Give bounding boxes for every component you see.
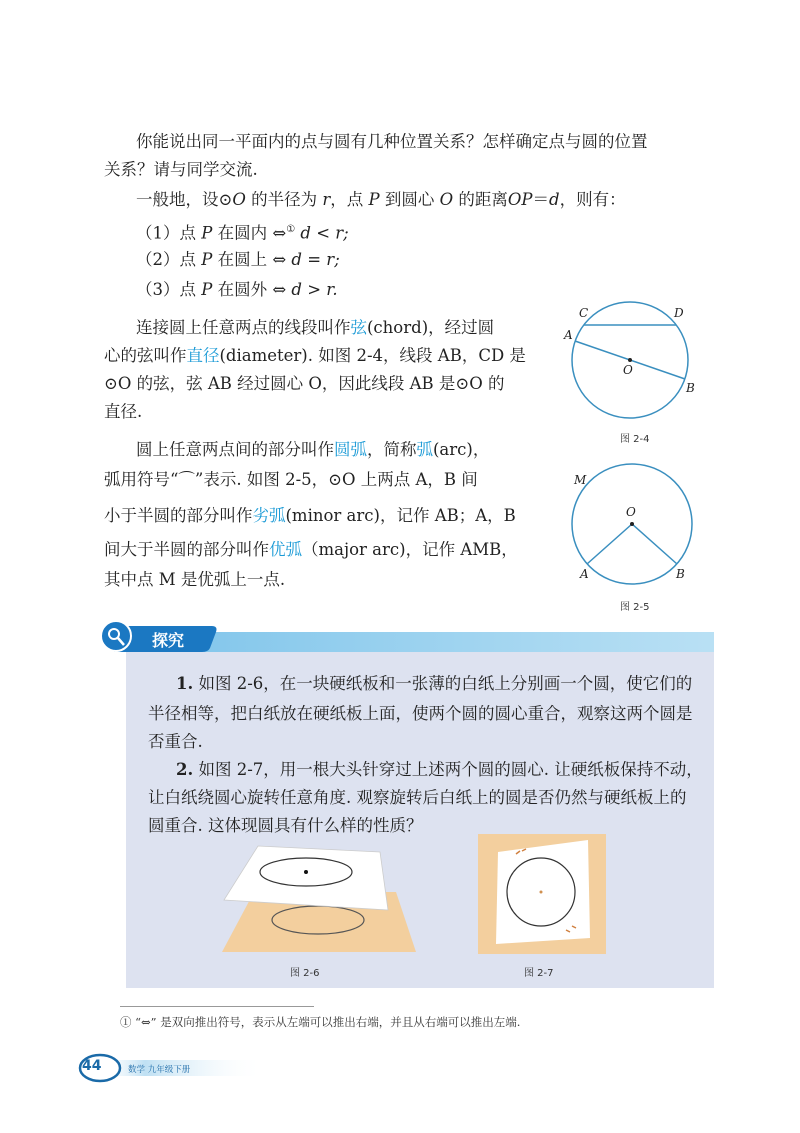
book-title: 数学 九年级下册 bbox=[128, 1065, 191, 1075]
figure-2-7 bbox=[478, 834, 606, 954]
footnote-divider bbox=[120, 1006, 314, 1007]
case-1: （1）点 P 在圆内 ⇔① d < r; bbox=[136, 223, 349, 243]
explore-q1-line-3: 否重合. bbox=[148, 732, 203, 751]
page-number: 44 bbox=[82, 1058, 102, 1074]
explore-q2-line-1: 2. 如图 2-7，用一根大头针穿过上述两个圆的圆心. 让硬纸板保持不动， bbox=[176, 760, 703, 779]
chord-line-2: 心的弦叫作直径(diameter). 如图 2-4，线段 AB，CD 是 bbox=[104, 346, 526, 365]
label-o: O bbox=[626, 505, 636, 519]
arc-line-1: 圆上任意两点间的部分叫作圆弧，简称弧(arc)， bbox=[136, 440, 490, 459]
label-b: B bbox=[686, 381, 695, 395]
explore-title: 探究 bbox=[152, 631, 185, 650]
footnote: ① “⇔” 是双向推出符号，表示从左端可以推出右端，并且从右端可以推出左端. bbox=[120, 1015, 521, 1029]
explore-q1-line-1: 1. 如图 2-6，在一块硬纸板和一张薄的白纸上分别画一个圆，使它们的 bbox=[176, 674, 693, 693]
case-3: （3）点 P 在圆外 ⇔ d > r. bbox=[136, 280, 338, 299]
label-b: B bbox=[676, 567, 685, 581]
chord-line-3: ⊙O 的弦，弦 AB 经过圆心 O，因此线段 AB 是⊙O 的 bbox=[104, 374, 505, 393]
label-d: D bbox=[674, 306, 684, 320]
figure-2-4-caption: 图 2-4 bbox=[620, 434, 650, 445]
label-a: A bbox=[580, 567, 589, 581]
case-2: （2）点 P 在圆上 ⇔ d = r; bbox=[136, 250, 340, 269]
label-c: C bbox=[579, 306, 589, 320]
chord-line-4: 直径. bbox=[104, 402, 143, 421]
figure-2-4 bbox=[560, 296, 710, 426]
arc-line-5: 其中点 M 是优弧上一点. bbox=[104, 570, 286, 589]
intro-line-3: 一般地，设⊙O 的半径为 r，点 P 到圆心 O 的距离OP＝d，则有： bbox=[136, 190, 626, 209]
figure-2-6 bbox=[214, 838, 426, 956]
explore-q1-line-2: 半径相等，把白纸放在硬纸板上面，使两个圆的圆心重合，观察这两个圆是 bbox=[148, 704, 693, 723]
label-a: A bbox=[564, 328, 573, 342]
explore-header bbox=[94, 618, 714, 652]
explore-q2-line-3: 圆重合. 这体现圆具有什么样的性质？ bbox=[148, 816, 423, 835]
arc-line-4: 间大于半圆的部分叫作优弧（major arc)，记作 AMB， bbox=[104, 540, 518, 559]
label-m: M bbox=[574, 473, 587, 487]
explore-q2-line-2: 让白纸绕圆心旋转任意角度. 观察旋转后白纸上的圆是否仍然与硬纸板上的 bbox=[148, 788, 687, 807]
label-o: O bbox=[623, 363, 633, 377]
figure-2-5-caption: 图 2-5 bbox=[620, 602, 650, 613]
intro-line-1: 你能说出同一平面内的点与圆有几种位置关系？怎样确定点与圆的位置 bbox=[136, 132, 648, 151]
figure-2-5 bbox=[560, 456, 710, 591]
arc-line-2: 弧用符号“⌒”表示. 如图 2-5，⊙O 上两点 A，B 间 bbox=[104, 470, 478, 489]
chord-line-1: 连接圆上任意两点的线段叫作弦(chord)，经过圆 bbox=[136, 318, 495, 337]
intro-line-2: 关系？请与同学交流. bbox=[104, 160, 258, 179]
figure-2-7-caption: 图 2-7 bbox=[524, 968, 554, 979]
arc-line-3: 小于半圆的部分叫作劣弧(minor arc)，记作 AB；A，B bbox=[104, 506, 516, 525]
figure-2-6-caption: 图 2-6 bbox=[290, 968, 320, 979]
